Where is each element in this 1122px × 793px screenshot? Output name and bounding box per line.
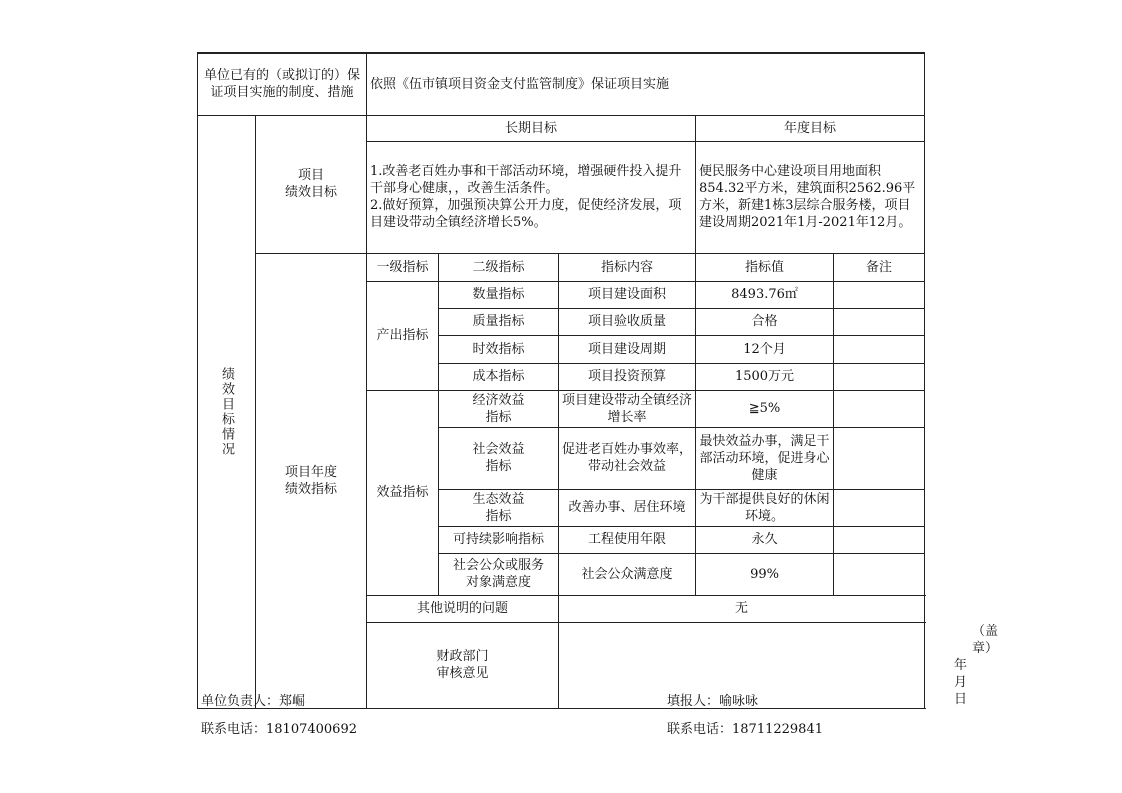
note-cell (834, 553, 925, 595)
note-cell (834, 281, 925, 308)
header-value: 指标值 (696, 253, 834, 281)
other-value: 无 (559, 595, 925, 622)
leader-phone: 18107400692 (266, 722, 357, 737)
filler-line (667, 690, 758, 709)
content-cell: 项目建设面积 (559, 281, 696, 308)
leader-phone-line (201, 718, 357, 737)
performance-table (197, 52, 999, 709)
note-cell (834, 390, 925, 427)
value-cell: ≧5% (696, 390, 834, 427)
indicators-label: 项目年度 绩效指标 (256, 253, 367, 708)
note-cell (834, 489, 925, 526)
content-cell: 项目验收质量 (559, 308, 696, 335)
level2-cell: 社会公众或服务 对象满意度 (439, 553, 559, 595)
value-cell: 永久 (696, 526, 834, 553)
finance-opinion-cell: （盖章） 年 月 日 (559, 622, 925, 708)
policy-label: 单位已有的（或拟订的）保证项目实施的制度、措施 (198, 53, 367, 115)
value-cell: 99% (696, 553, 834, 595)
content-cell: 项目建设带动全镇经济增长率 (559, 390, 696, 427)
level2-cell: 经济效益 指标 (439, 390, 559, 427)
header-level1: 一级指标 (367, 253, 439, 281)
content-cell: 改善办事、居住环境 (559, 489, 696, 526)
header-content: 指标内容 (559, 253, 696, 281)
note-cell (834, 526, 925, 553)
level2-cell: 社会效益 指标 (439, 427, 559, 489)
value-cell: 8493.76㎡ (696, 281, 834, 308)
value-cell: 为干部提供良好的休闲环境。 (696, 489, 834, 526)
level2-cell: 可持续影响指标 (439, 526, 559, 553)
leader-phone-label: 联系电话： (201, 722, 267, 737)
content-cell: 项目建设周期 (559, 335, 696, 363)
leader-label: 单位负责人： (201, 694, 280, 709)
policy-value: 依照《伍市镇项目资金支付监管制度》保证项目实施 (367, 53, 925, 115)
content-cell: 工程使用年限 (559, 526, 696, 553)
long-term-text: 1.改善老百姓办事和干部活动环境，增强硬件投入提升干部身心健康，，改善生活条件。 2.做好预算，加强预决算公开力度，促使经济发展，项目建设带动全镇经济增长5%。 (367, 141, 696, 253)
header-note: 备注 (834, 253, 925, 281)
content-cell: 项目投资预算 (559, 363, 696, 390)
perf-section-cell (198, 115, 256, 708)
level2-cell: 成本指标 (439, 363, 559, 390)
project-goal-label: 项目 绩效目标 (256, 115, 367, 253)
value-cell: 最快效益办事，满足干部活动环境，促进身心健康 (696, 427, 834, 489)
other-label: 其他说明的问题 (367, 595, 559, 622)
long-term-header: 长期目标 (367, 115, 696, 141)
content-cell: 促进老百姓办事效率，带动社会效益 (559, 427, 696, 489)
filler-phone-line (667, 718, 823, 737)
filler-label: 填报人： (667, 694, 720, 709)
filler-name: 喻咏咏 (719, 694, 759, 709)
header-level2: 二级指标 (439, 253, 559, 281)
perf-section-label: 绩效目标情况 (219, 366, 234, 457)
leader-line (201, 690, 305, 709)
finance-label: 财政部门 审核意见 (367, 622, 559, 708)
filler-phone-label: 联系电话： (667, 722, 733, 737)
value-cell: 1500万元 (696, 363, 834, 390)
note-cell (834, 427, 925, 489)
filler-phone: 18711229841 (732, 722, 823, 737)
value-cell: 合格 (696, 308, 834, 335)
value-cell: 12个月 (696, 335, 834, 363)
annual-header: 年度目标 (696, 115, 925, 141)
level2-cell: 生态效益 指标 (439, 489, 559, 526)
level2-cell: 时效指标 (439, 335, 559, 363)
note-cell (834, 308, 925, 335)
seal-text: （盖章） (972, 623, 999, 656)
content-cell: 社会公众满意度 (559, 553, 696, 595)
output-label: 产出指标 (367, 281, 439, 390)
annual-text: 便民服务中心建设项目用地面积854.32平方米，建筑面积2562.96平方米，新建1栋3层综合服务楼，项目建设周期2021年1月-2021年12月。 (696, 141, 925, 253)
level2-cell: 质量指标 (439, 308, 559, 335)
note-cell (834, 363, 925, 390)
level2-cell: 数量指标 (439, 281, 559, 308)
note-cell (834, 335, 925, 363)
benefit-label: 效益指标 (367, 390, 439, 595)
leader-name: 郑崛 (279, 694, 306, 709)
